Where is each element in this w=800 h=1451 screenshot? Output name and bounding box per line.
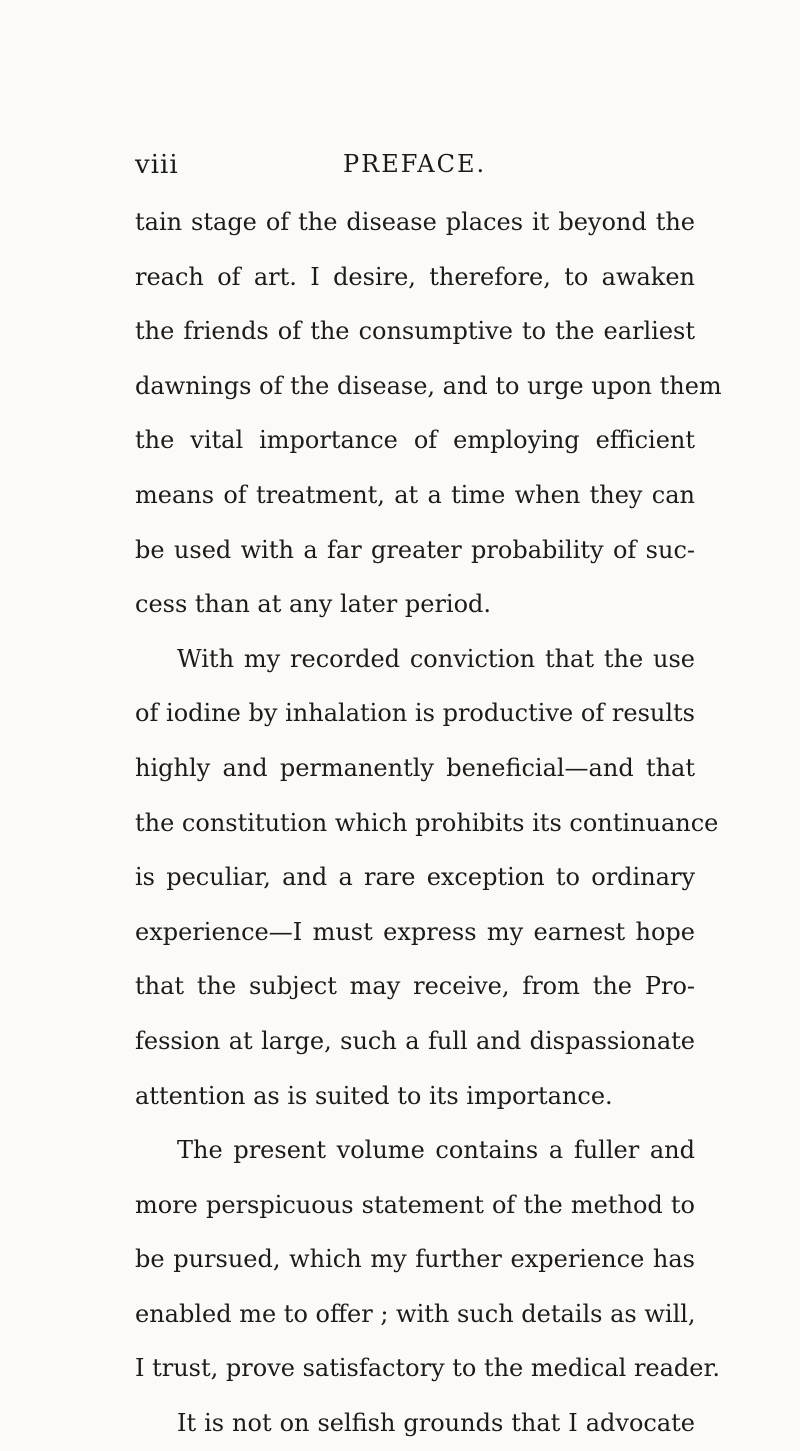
text-line: reach of art. I desire, therefore, to awaken	[135, 262, 695, 291]
running-head	[0, 150, 800, 190]
body-text	[135, 195, 722, 1451]
text-line: be used with a far greater probability of suc-	[135, 535, 695, 564]
text-line: the vital importance of employing efficient	[135, 426, 695, 455]
text-line: The present volume contains a fuller and	[177, 1136, 695, 1165]
running-head-title: PREFACE.	[343, 150, 487, 178]
text-line: attention as is suited to its importance.	[135, 1081, 613, 1110]
text-line: experience—I must express my earnest hope	[135, 917, 695, 946]
text-line: enabled me to offer ; with such details as will,	[135, 1299, 696, 1328]
text-line: means of treatment, at a time when they can	[135, 480, 695, 509]
text-line: fession at large, such a full and dispassionate	[135, 1026, 695, 1055]
text-line: highly and permanently beneficial—and that	[135, 753, 695, 782]
text-line: I trust, prove satisfactory to the medical reader.	[135, 1354, 720, 1383]
text-line: be pursued, which my further experience has	[135, 1245, 695, 1274]
text-line: more perspicuous statement of the method to	[135, 1190, 695, 1219]
text-line: of iodine by inhalation is productive of results	[135, 699, 695, 728]
text-line: dawnings of the disease, and to urge upon them	[135, 371, 722, 400]
text-line: It is not on selfish grounds that I advocate	[177, 1409, 695, 1438]
text-line: the friends of the consumptive to the earliest	[135, 317, 695, 346]
text-line: the constitution which prohibits its continuance	[135, 808, 719, 837]
page-number: viii	[135, 150, 179, 180]
text-line: cess than at any later period.	[135, 590, 492, 619]
text-line: that the subject may receive, from the Pro-	[135, 972, 695, 1001]
text-line: tain stage of the disease places it beyond the	[135, 208, 695, 236]
text-line: With my recorded conviction that the use	[177, 644, 695, 673]
text-line: is peculiar, and a rare exception to ordinary	[135, 863, 695, 892]
